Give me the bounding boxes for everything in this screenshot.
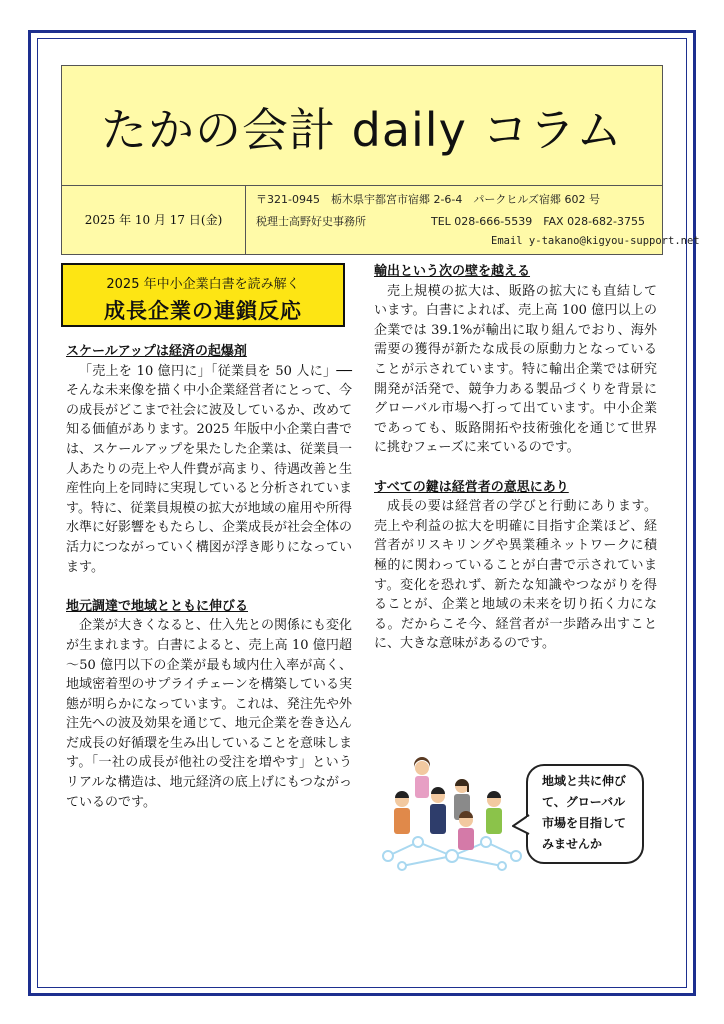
section-body: 「売上を 10 億円に」「従業員を 50 人に」──そんな未来像を描く中小企業経営者にとって、今の成長がどこまで社会に波及しているか、改めて知る価値があります。2025 年版中小企業白書では、スケールアップを果たした企業は、従業員一人あたりの売上や人件費が高まり、待遇改善と生産性向上を同時に実現していると分析されています。特に、従業員規模の拡大が地域の雇用や所得水準に好影響をもたらし、企業成長が社会全体の活力につながっていく構図が浮き彫りになっています。 — [66, 363, 353, 575]
issue-date: 2025 年 10 月 17 日(金) — [62, 186, 246, 254]
section-heading: スケールアップは経済の起爆剤 — [66, 344, 247, 359]
masthead-title-area — [62, 66, 662, 186]
left-column — [66, 342, 352, 812]
person-icon — [394, 791, 410, 834]
person-icon — [486, 791, 502, 834]
section-body: 成長の要は経営者の学びと行動にあります。売上や利益の拡大を明確に目指す企業ほど、経営者がリスキリングや異業種ネットワークに積極的に関わっていることが白書で示されています。変化を恐れず、新たな知識やつながりを得ることが、企業と地域の未来を切り拓く力になる。だからこそ今、経営者が一歩踏み出すことに、大きな意味があるのです。 — [374, 499, 657, 652]
speech-bubble-line: 地域と共に伸び — [542, 774, 627, 788]
speech-bubble — [526, 764, 644, 864]
office-address: 〒321-0945 栃木県宇都宮市宿郷 2-6-4 パークヒルズ宿郷 602 号 — [256, 193, 601, 206]
newsletter-title: たかの会計 daily コラム — [101, 103, 623, 157]
office-info — [246, 186, 700, 254]
speech-bubble-line: みませんか — [542, 837, 603, 851]
person-icon — [430, 787, 446, 834]
office-email[interactable]: Email y-takano@kigyou-support.net — [491, 235, 700, 247]
feature-title: 成長企業の連鎖反応 — [104, 299, 302, 323]
networking-people-illustration — [378, 756, 526, 874]
section-heading: 輸出という次の壁を越える — [374, 264, 531, 279]
speech-bubble-line: 市場を目指して — [542, 816, 627, 830]
office-name: 税理士高野好史事務所 — [256, 215, 366, 228]
feature-subtitle: 2025 年中小企業白書を読み解く — [106, 277, 300, 292]
section-body: 売上規模の拡大は、販路の拡大にも直結しています。白書によれば、売上高 100 億円以上の企業では 39.1%が輸出に取り組んでおり、海外需要の獲得が新たな成長の原動力となっていることが示されています。特に輸出企業では研究開発が活発で、競争力ある製品づくりを背景にグローバル市場へ打って出ています。中小企業であっても、販路開拓や技術強化を通じて世界に挑むフェーズに来ているのです。 — [374, 283, 657, 456]
speech-bubble-line: て、グローバル — [542, 795, 626, 809]
speech-bubble-tail — [512, 814, 530, 836]
office-phone-fax: TEL 028-666-5539 FAX 028-682-3755 — [431, 215, 646, 228]
person-icon — [414, 757, 430, 798]
right-column — [374, 262, 657, 654]
section-body: 企業が大きくなると、仕入先との関係にも変化が生まれます。白書によると、売上高 10 億円超～50 億円以下の企業が最も域内仕入率が高く、地域密着型のサプライチェーンを構築している実態が明らかになっています。これは、発注先や外注先への波及効果を通じて、地元企業を巻き込んだ成長の好循環を生み出していることを意味します。「一社の成長が他社の受注を増やす」というリアルな構造は、地元経済の底上げにもつながっているのです。 — [66, 618, 353, 810]
feature-title-box — [61, 263, 345, 327]
masthead — [61, 65, 700, 255]
section-heading: すべての鍵は経営者の意思にあり — [374, 479, 569, 495]
section-heading: 地元調達で地域とともに伸びる — [66, 598, 249, 614]
person-icon — [458, 811, 474, 850]
